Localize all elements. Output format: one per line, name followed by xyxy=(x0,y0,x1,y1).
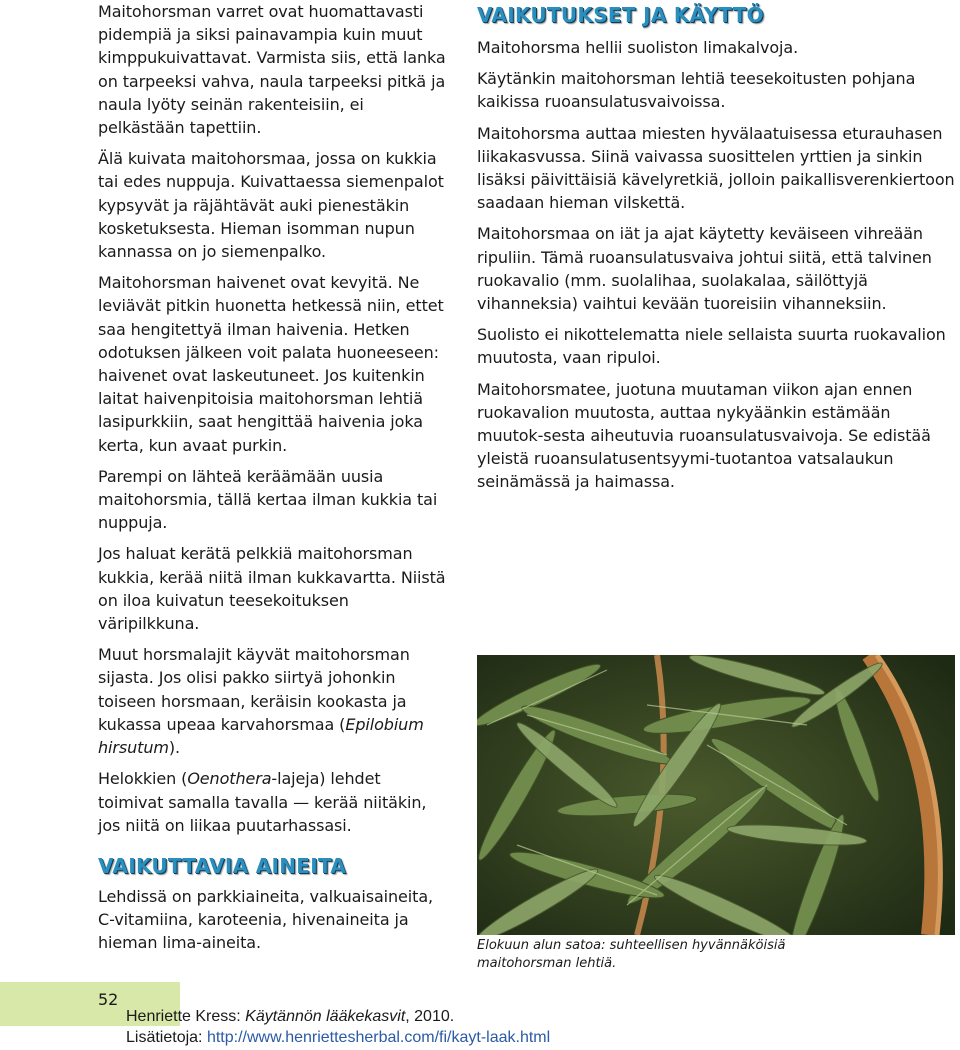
paragraph-evening-primrose xyxy=(98,767,450,837)
paragraph-gut-change: Suolisto ei nikottelematta niele sellaista suurta ruokavalion muutosta, vaan ripuloi. xyxy=(477,325,946,368)
paragraph-tea-base: Käytänkin maitohorsman lehtiä teesekoitusten pohjana kaikissa ruoansulatusvaivoissa. xyxy=(477,69,916,112)
paragraph-prostate: Maitohorsma auttaa miesten hyvälaatuisessa eturauhasen liikakasvussa. Siinä vaivassa suosittelen yrttien ja sinkin lisäksi päivittäisiä kävelyretkiä, jolloin paikallisverenkiertoon saadaan hieman vilskettä. xyxy=(477,123,955,213)
leaves-photo xyxy=(477,655,955,935)
more-info-link[interactable]: http://www.henriettesherbal.com/fi/kayt-laak.html xyxy=(206,1029,551,1046)
footer-citation xyxy=(126,1008,454,1026)
citation-author: Henriette Kress: xyxy=(126,1008,246,1025)
paragraph-no-flowers: Älä kuivata maitohorsmaa, jossa on kukkia tai edes nuppuja. Kuivattaessa siemenpalot kypsyvät ja räjähtävät auki pienestäkin kosketuksesta. Hieman isomman nupun kannassa on jo siemenpalko. xyxy=(98,149,444,262)
text-segment: -lajeja) lehdet toimivat samalla tavalla — kerää niitäkin, jos niitä on liikaa puutarhassasi. xyxy=(98,769,427,835)
text-segment: Helokkien ( xyxy=(98,769,188,789)
paragraph-other-willowherbs xyxy=(98,643,450,759)
photo-caption: Elokuun alun satoa: suhteellisen hyvännäköisiä maitohorsman lehtiä. xyxy=(477,938,786,971)
paragraph-collect-new: Parempi on lähteä keräämään uusia maitohorsmia, tällä kertaa ilman kukkia tai nuppuja. xyxy=(98,466,438,533)
paragraph-tea-prevention: Maitohorsmatee, juotuna muutaman viikon ajan ennen ruokavalion muutosta, auttaa nykyäänkin estämään muutok-sesta aiheutuvia ruoansulatusvaivoja. Se edistää yleistä ruoansulatusentsyymi-tuotantoa vatsalaukun seinämässä ja haimassa. xyxy=(477,379,931,492)
paragraph-stem-weight: Maitohorsman varret ovat huomattavasti pidempiä ja siksi painavampia kuin muut kimppukuivattavat. Varmista siis, että lanka on tarpeeksi vahva, naula tarpeeksi pitkä ja naula lyöty seinän rakenteisiin, ei pelkästään tapettiin. xyxy=(98,2,446,138)
heading-active-ingredients: VAIKUTTAVIA AINEITA xyxy=(98,853,347,878)
citation-book-title: Käytännön lääkekasvit xyxy=(245,1008,406,1025)
left-column xyxy=(98,0,450,963)
page-number: 52 xyxy=(98,990,119,1009)
paragraph-mucosa: Maitohorsma hellii suoliston limakalvoja. xyxy=(477,38,799,57)
citation-year: , 2010. xyxy=(405,1008,455,1025)
paragraph-flowers-only: Jos haluat kerätä pelkkiä maitohorsman kukkia, kerää niitä ilman kukkavartta. Niistä on iloa kuivatun teesekoituksen väripilkkuna. xyxy=(98,544,446,634)
latin-name: Oenothera xyxy=(187,769,272,789)
heading-effects-and-use: VAIKUTUKSET JA KÄYTTÖ xyxy=(477,3,764,27)
paragraph-ingredients: Lehdissä on parkkiaineita, valkuaisaineita, C-vitamiina, karoteenia, hivenaineita ja hieman lima-aineita. xyxy=(98,886,434,953)
latin-name: Epilobium hirsutum xyxy=(98,714,424,758)
paragraph-spring-diarrhea: Maitohorsmaa on iät ja ajat käytetty keväiseen vihreään ripuliin. Tämä ruoansulatusvaiva johtui siitä, että talvinen ruokavalio (mm. suolalihaa, suolakalaa, säilöttyjä vihanneksia) vaihtui kevään tuoreisiin vihanneksiin. xyxy=(477,224,932,314)
leaves-photo-graphic xyxy=(477,655,955,935)
text-segment: ). xyxy=(168,738,180,758)
footer-more-info xyxy=(126,1029,550,1047)
paragraph-fluff: Maitohorsman haivenet ovat kevyitä. Ne leviävät pitkin huonetta hetkessä niin, ettet saa hengitettyä ilman haivenia. Hetken odotuksen jälkeen voit palata huoneeseen: haivenet ovat laskeutuneet. Jos kuitenkin laitat haivenpitoisia maitohorsman lehtiä lasipurkkiin, saat hengittää haivenia joka kerta, kun avaat purkin. xyxy=(98,273,444,455)
more-info-label: Lisätietoja: xyxy=(126,1029,207,1046)
text-segment: Muut horsmalajit käyvät maitohorsman sijasta. Jos olisi pakko siirtyä johonkin toiseen horsmaan, keräisin kookasta ja kukassa upeaa karvahorsmaa ( xyxy=(98,645,410,734)
right-column xyxy=(477,0,955,502)
